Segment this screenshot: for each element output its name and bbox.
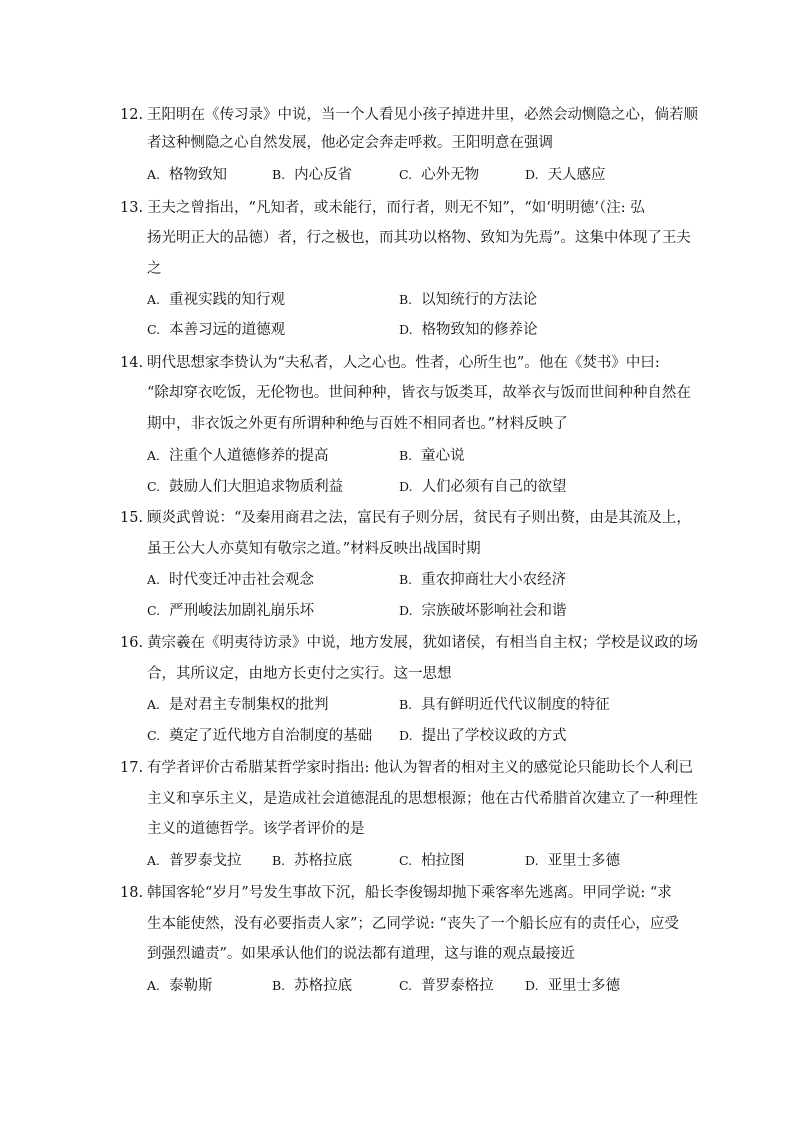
option-letter: A. — [147, 167, 161, 182]
option-c[interactable] — [399, 165, 479, 185]
option-letter: C. — [147, 322, 161, 337]
option-b[interactable] — [399, 446, 465, 466]
option-a[interactable] — [147, 165, 227, 185]
option-letter: D. — [525, 167, 539, 182]
question-number: 13. — [120, 200, 144, 216]
option-text: 鼓励人们大胆追求物质利益 — [169, 479, 344, 495]
question-number: 18. — [120, 885, 144, 901]
option-letter: A. — [147, 978, 161, 993]
option-text: 具有鲜明近代代议制度的特征 — [421, 697, 610, 713]
option-letter: D. — [399, 728, 413, 743]
option-text: 普罗泰格拉 — [421, 978, 494, 994]
option-b[interactable] — [272, 165, 352, 185]
question-number: 15. — [120, 510, 144, 526]
option-letter: A. — [147, 292, 161, 307]
option-text: 奠定了近代地方自治制度的基础 — [169, 728, 373, 744]
option-letter: A. — [147, 448, 161, 463]
question-text-line: 有学者评价古希腊某哲学家时指出: 他认为智者的相对主义的感觉论只能助长个人利已 — [147, 760, 693, 776]
option-letter: B. — [399, 697, 413, 712]
question-text-line: 之 — [147, 261, 162, 277]
option-text: 心外无物 — [421, 167, 480, 183]
option-text: 泰勒斯 — [169, 978, 213, 994]
question-text-line: 明代思想家李贽认为“夫私者，人之心也。性者，心所生也”。他在《焚书》中曰: — [147, 355, 660, 371]
option-d[interactable] — [399, 726, 567, 746]
option-b[interactable] — [272, 976, 352, 996]
option-d[interactable] — [399, 601, 567, 621]
option-text: 是对君主专制集权的批判 — [169, 697, 329, 713]
option-c[interactable] — [147, 477, 343, 497]
option-text: 重农抑商壮大小农经济 — [421, 572, 567, 588]
option-c[interactable] — [147, 320, 285, 340]
option-letter: C. — [399, 167, 413, 182]
question-text-line: 虽王公大人亦莫知有敬宗之道。”材料反映出战国时期 — [147, 541, 481, 557]
option-b[interactable] — [272, 851, 352, 871]
question-text-line: 韩国客轮“岁月”号发生事故下沉，船长李俊锡却抛下乘客率先逃离。甲同学说: “求 — [147, 885, 672, 901]
option-c[interactable] — [147, 601, 314, 621]
option-letter: C. — [399, 978, 413, 993]
option-letter: A. — [147, 697, 161, 712]
option-text: 时代变迁冲击社会观念 — [169, 572, 315, 588]
option-letter: C. — [147, 603, 161, 618]
option-letter: B. — [399, 572, 413, 587]
option-letter: B. — [272, 853, 286, 868]
option-d[interactable] — [525, 976, 620, 996]
option-c[interactable] — [399, 976, 494, 996]
option-text: 苏格拉底 — [294, 853, 353, 869]
option-a[interactable] — [147, 290, 285, 310]
option-letter: A. — [147, 572, 161, 587]
question-text-line: 期中，非衣饭之外更有所谓种种绝与百姓不相同者也。”材料反映了 — [147, 416, 568, 432]
option-text: 严刑峻法加剧礼崩乐坏 — [169, 603, 315, 619]
question-text-line: 主义和享乐主义，是造成社会道德混乱的思想根源；他在古代希腊首次建立了一种理性 — [147, 791, 698, 807]
option-d[interactable] — [399, 320, 538, 340]
option-letter: B. — [272, 978, 286, 993]
question-number: 17. — [120, 760, 144, 776]
question-text-line: 者这种恻隐之心自然发展，他必定会奔走呼救。王阳明意在强调 — [147, 135, 553, 151]
option-letter: B. — [399, 292, 413, 307]
option-text: 以知统行的方法论 — [421, 292, 538, 308]
option-letter: D. — [525, 978, 539, 993]
option-a[interactable] — [147, 851, 242, 871]
option-letter: B. — [272, 167, 286, 182]
option-c[interactable] — [399, 851, 465, 871]
option-d[interactable] — [525, 165, 606, 185]
option-a[interactable] — [147, 446, 329, 466]
option-text: 格物致知的修养论 — [421, 322, 538, 338]
question-text-line: 主义的道德哲学。该学者评价的是 — [147, 821, 365, 837]
question-text-line: 王阳明在《传习录》中说，当一个人看见小孩子掉进井里，必然会动恻隐之心，倘若顺 — [147, 107, 698, 123]
option-text: 亚里士多德 — [547, 978, 621, 994]
option-text: 天人感应 — [547, 167, 606, 183]
option-b[interactable] — [399, 290, 537, 310]
option-text: 宗族破坏影响社会和谐 — [421, 603, 567, 619]
option-letter: C. — [147, 728, 161, 743]
option-text: 柏拉图 — [421, 853, 465, 869]
option-letter: B. — [399, 448, 413, 463]
option-c[interactable] — [147, 726, 372, 746]
question-text-line: 生本能使然，没有必要指责人家”；乙同学说: “丧失了一个船长应有的责任心，应受 — [147, 916, 679, 932]
option-text: 格物致知 — [169, 167, 228, 183]
option-letter: D. — [525, 853, 539, 868]
option-text: 重视实践的知行观 — [169, 292, 286, 308]
question-text-line: 黄宗羲在《明夷待访录》中说，地方发展，犹如诸侯，有相当自主权；学校是议政的场 — [147, 635, 698, 651]
option-text: 普罗泰戈拉 — [169, 853, 242, 869]
question-number: 16. — [120, 635, 144, 651]
option-b[interactable] — [399, 570, 566, 590]
option-a[interactable] — [147, 695, 329, 715]
option-text: 本善习远的道德观 — [169, 322, 286, 338]
option-letter: D. — [399, 322, 413, 337]
option-letter: A. — [147, 853, 161, 868]
question-text-line: 扬光明正大的品德）者，行之极也，而其功以格物、致知为先焉”。这集中体现了王夫 — [147, 230, 691, 246]
option-text: 苏格拉底 — [294, 978, 353, 994]
option-text: 注重个人道德修养的提高 — [169, 448, 329, 464]
question-text-line: “除却穿衣吃饭，无伦物也。世间种种，皆衣与饭类耳，故举衣与饭而世间种种自然在 — [147, 385, 691, 401]
option-d[interactable] — [399, 477, 567, 497]
option-text: 亚里士多德 — [547, 853, 621, 869]
option-b[interactable] — [399, 695, 610, 715]
option-text: 人们必须有自己的欲望 — [421, 479, 567, 495]
option-text: 提出了学校议政的方式 — [421, 728, 567, 744]
question-text-line: 到强烈谴责”。如果承认他们的说法都有道理，这与谁的观点最接近 — [147, 946, 575, 962]
option-letter: D. — [399, 603, 413, 618]
question-number: 14. — [120, 355, 144, 371]
option-a[interactable] — [147, 570, 314, 590]
option-text: 内心反省 — [294, 167, 353, 183]
option-letter: C. — [399, 853, 413, 868]
option-letter: C. — [147, 479, 161, 494]
option-text: 童心说 — [421, 448, 465, 464]
option-a[interactable] — [147, 976, 213, 996]
question-number: 12. — [120, 107, 144, 123]
option-d[interactable] — [525, 851, 620, 871]
option-letter: D. — [399, 479, 413, 494]
question-text-line: 顾炎武曾说：“及秦用商君之法，富民有子则分居，贫民有子则出赘，由是其流及上， — [147, 510, 691, 526]
question-text-line: 合，其所议定，由地方长吏付之实行。这一思想 — [147, 666, 452, 682]
question-text-line: 王夫之曾指出，“凡知者，或未能行，而行者，则无不知”，“如‘明明德’（注: 弘 — [147, 200, 645, 216]
